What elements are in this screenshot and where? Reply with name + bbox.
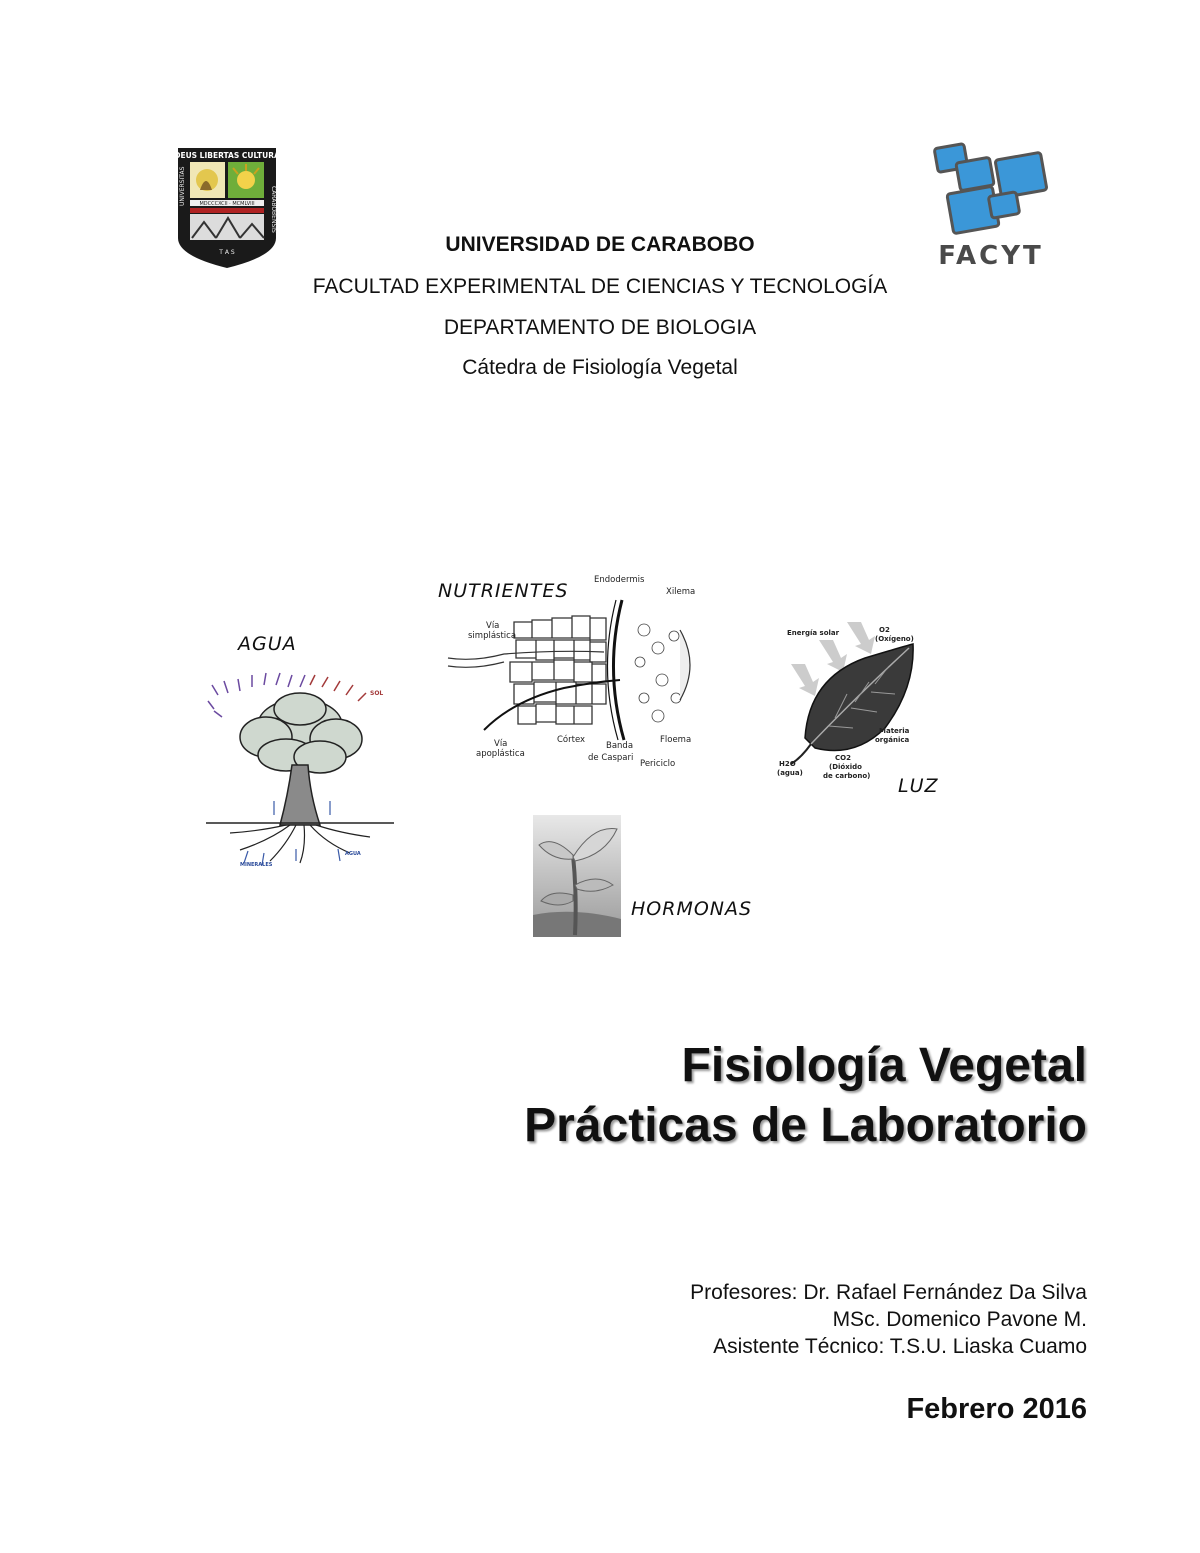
h2o-label-2: (agua) — [777, 769, 803, 777]
university-name: UNIVERSIDAD DE CARABOBO — [445, 233, 755, 256]
title-line-1: Fisiología Vegetal — [681, 1039, 1087, 1092]
via-simplastica-label-2: simplástica — [468, 631, 517, 641]
endodermis-label: Endodermis — [594, 575, 645, 585]
root-cross-section-diagram — [444, 570, 700, 770]
credits-line-1: Profesores: Dr. Rafael Fernández Da Silva — [690, 1281, 1087, 1304]
agua-small-label: AGUA — [345, 851, 361, 857]
co2-label-2: (Dióxido — [829, 763, 862, 771]
o2-label-2: (Oxígeno) — [875, 635, 914, 643]
via-apoplastica-label-1: Vía — [494, 739, 508, 749]
agua-label: AGUA — [238, 633, 297, 655]
periciclo-label: Periciclo — [640, 759, 676, 769]
via-apoplastica-label-2: apoplástica — [476, 749, 525, 759]
banda-label-2: de Caspari — [588, 753, 634, 763]
banda-label-1: Banda — [606, 741, 634, 751]
materia-label-1: Materia — [879, 727, 910, 735]
credits-line-3: Asistente Técnico: T.S.U. Liaska Cuamo — [713, 1335, 1087, 1358]
o2-label-1: O2 — [879, 626, 890, 634]
materia-label-2: orgánica — [875, 736, 910, 744]
svg-text:CARABOBENSIS: CARABOBENSIS — [270, 186, 277, 233]
xilema-label: Xilema — [666, 587, 696, 597]
sol-label: SOL — [370, 690, 384, 697]
floema-label: Floema — [660, 735, 692, 745]
faculty-name: FACULTAD EXPERIMENTAL DE CIENCIAS Y TECNOLOGÍA — [312, 275, 888, 298]
h2o-label-1: H2O — [779, 760, 796, 768]
leaf-photosynthesis-diagram — [775, 618, 925, 783]
nutrientes-label: NUTRIENTES — [438, 580, 569, 602]
energia-solar-label: Energía solar — [787, 629, 840, 637]
credits-line-2: MSc. Domenico Pavone M. — [832, 1308, 1087, 1331]
co2-label-3: de carbono) — [823, 772, 871, 780]
cortex-label: Córtex — [557, 735, 586, 745]
title-line-2: Prácticas de Laboratorio — [524, 1099, 1087, 1152]
hormonas-label: HORMONAS — [631, 898, 753, 920]
publication-date: Febrero 2016 — [906, 1393, 1087, 1425]
svg-text:UNIVERSITAS: UNIVERSITAS — [179, 166, 186, 206]
seedling-photo — [533, 815, 621, 937]
minerales-label: MINERALES — [240, 862, 273, 868]
svg-text:T A S: T A S — [219, 249, 235, 256]
chair-name: Cátedra de Fisiología Vegetal — [462, 356, 738, 379]
luz-label: LUZ — [898, 775, 939, 797]
uc-motto: DEUS LIBERTAS CULTURA — [176, 151, 278, 160]
department-name: DEPARTAMENTO DE BIOLOGIA — [443, 316, 757, 339]
via-simplastica-label-1: Vía — [486, 621, 500, 631]
uc-years: MDCCCXCII · MCMLVIII — [199, 201, 255, 207]
agua-tree-illustration — [200, 665, 400, 870]
facyt-text: FACYT — [938, 241, 1044, 268]
co2-label-1: CO2 — [835, 754, 851, 762]
